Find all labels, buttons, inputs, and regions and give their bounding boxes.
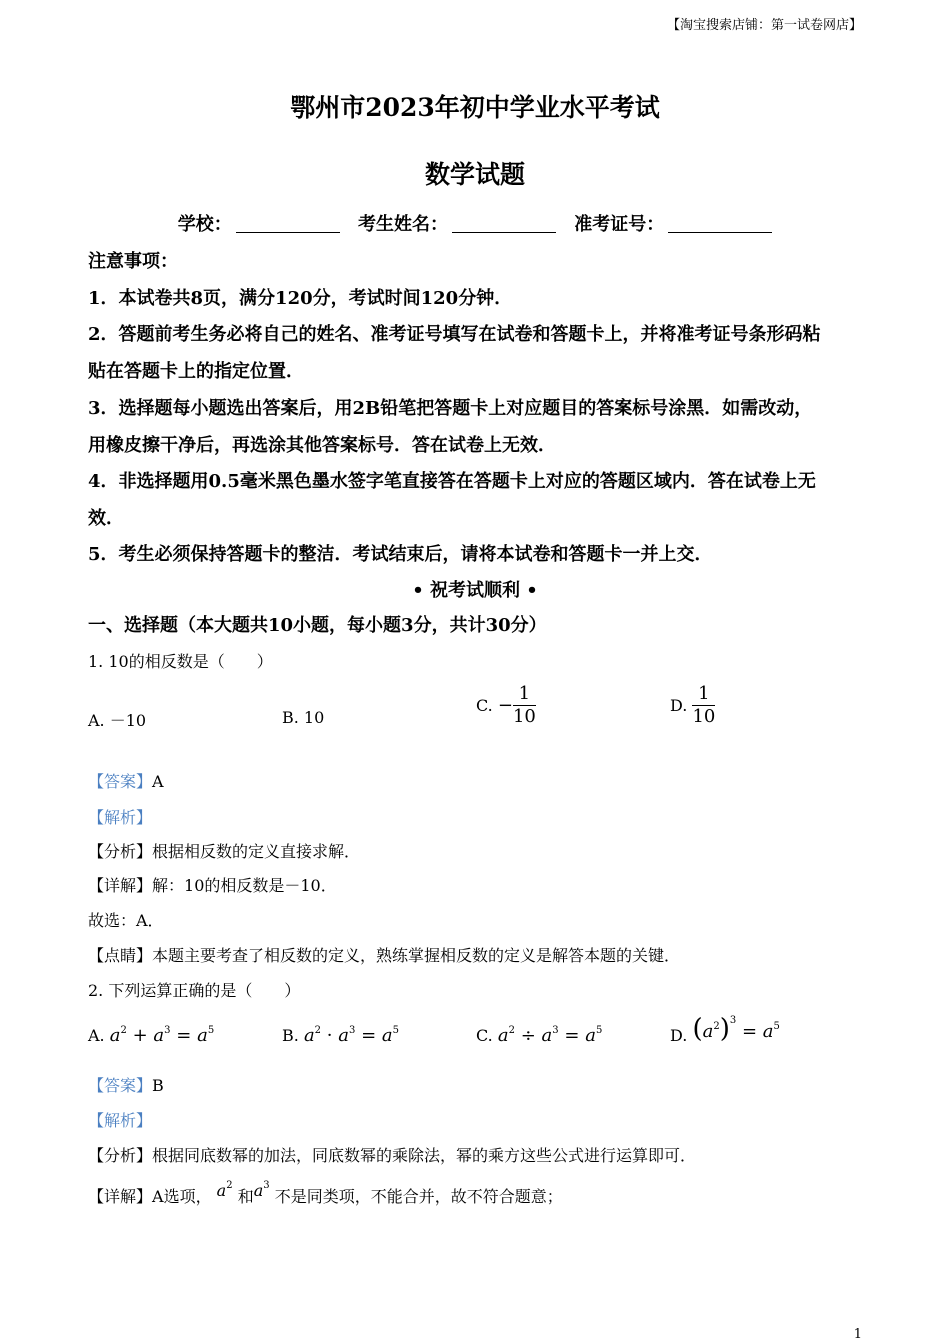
answer-tag: 【答案】 [88, 772, 153, 791]
section-heading: 一、选择题（本大题共10小题，每小题3分，共计30分） [88, 615, 547, 636]
q2-option-d-label: D. [670, 1026, 688, 1045]
q1-option-c-sign: − [497, 695, 513, 716]
q1-choose: 故选：A． [88, 911, 164, 930]
q1-detail [88, 873, 337, 896]
q2-option-a[interactable] [88, 1025, 214, 1046]
q1-option-d-fraction [692, 683, 715, 728]
fenxi-tag: 【分析】 [88, 842, 153, 861]
fenxi-text: 根据相反数的定义直接求解． [152, 842, 361, 861]
answer-value: A [152, 772, 164, 791]
detail-term-a2: $a^2$ [216, 1180, 233, 1200]
candidate-fields [0, 210, 950, 236]
q2-fenxi [88, 1143, 696, 1166]
q1-analysis-tag: 【解析】 [88, 808, 153, 827]
blessing: • 祝考试顺利 • [412, 580, 538, 601]
notice-item-3-line-2: 用橡皮擦干净后，再选涂其他答案标号．答在试卷上无效． [88, 435, 556, 456]
q2-option-d[interactable] [670, 1014, 780, 1045]
page-number: 1 [853, 1327, 862, 1342]
q2-option-c-formula: $a^2 \div a^3 = a^5$ [497, 1025, 603, 1046]
school-label: 学校： [177, 214, 232, 235]
id-label: 准考证号： [574, 214, 665, 235]
q1-option-c-label: C. [476, 696, 493, 715]
detail-prefix: A选项， [152, 1187, 212, 1206]
comment-tag: 【点睛】 [88, 946, 153, 965]
q2-analysis-tag: 【解析】 [88, 1111, 153, 1130]
fraction-numerator: 1 [692, 683, 715, 706]
fraction-numerator: 1 [513, 683, 536, 706]
q2-detail [88, 1180, 563, 1207]
q2-option-c-label: C. [476, 1026, 493, 1045]
detail-tag: 【详解】 [88, 876, 153, 895]
header-store-note: 【淘宝搜索店铺：第一试卷网店】 [666, 18, 862, 33]
page-title: 鄂州市2023年初中学业水平考试 [290, 93, 660, 122]
detail-and: 和 [237, 1187, 254, 1206]
q2-option-a-label: A. [88, 1026, 105, 1045]
fenxi-tag: 【分析】 [88, 1146, 153, 1165]
name-label: 考生姓名： [358, 214, 448, 235]
q1-option-d-label: D. [670, 696, 688, 715]
q2-option-b-label: B. [282, 1026, 299, 1045]
fraction-denominator: 10 [512, 706, 536, 727]
q1-option-c-fraction [513, 683, 536, 728]
answer-value: B [152, 1076, 164, 1095]
q1-stem: 1. 10的相反数是（ ） [88, 652, 273, 671]
fraction-denominator: 10 [692, 706, 716, 727]
comment-text: 本题主要考查了相反数的定义，熟练掌握相反数的定义是解答本题的关键． [152, 946, 681, 965]
notice-item-2-line-1: 2．答题前考生务必将自己的姓名、准考证号填写在试卷和答题卡上，并将准考证号条形码粘 [88, 324, 821, 345]
q2-option-b[interactable] [282, 1025, 399, 1046]
q2-option-b-formula: $a^2 \cdot a^3 = a^5$ [303, 1025, 400, 1046]
id-blank[interactable] [668, 214, 772, 233]
detail-text: 解：10的相反数是－10． [152, 876, 337, 895]
notice-item-5: 5．考生必须保持答题卡的整洁．考试结束后，请将本试卷和答题卡一并上交． [88, 544, 713, 565]
answer-tag: 【答案】 [88, 1076, 153, 1095]
notice-item-3-line-1: 3．选择题每小题选出答案后，用2B铅笔把答题卡上对应题目的答案标号涂黑．如需改动， [88, 398, 813, 419]
notice-item-4-line-2: 效． [88, 508, 124, 529]
notice-heading: 注意事项： [88, 251, 178, 272]
q2-option-d-formula: $(a^2)^3 = a^5$ [692, 1014, 780, 1044]
q1-option-c[interactable] [476, 683, 536, 728]
detail-term-a3: $a^3$ [253, 1180, 270, 1200]
q2-option-c[interactable] [476, 1025, 602, 1046]
notice-item-4-line-1: 4．非选择题用0.5毫米黑色墨水签字笔直接答在答题卡上对应的答题区域内．答在试卷上无 [88, 471, 816, 492]
q2-stem: 2. 下列运算正确的是（ ） [88, 981, 301, 1000]
q1-fenxi [88, 839, 360, 862]
school-blank[interactable] [236, 214, 340, 233]
q2-answer [88, 1073, 164, 1096]
q2-option-a-formula: $a^2 + a^3 = a^5$ [109, 1025, 215, 1046]
fenxi-text: 根据同底数幂的加法，同底数幂的乘除法，幂的乘方这些公式进行运算即可． [152, 1146, 697, 1165]
detail-tag: 【详解】 [88, 1187, 153, 1206]
q1-option-b[interactable]: B. 10 [282, 708, 325, 727]
notice-item-1: 1．本试卷共8页，满分120分，考试时间120分钟． [88, 288, 513, 309]
q1-option-a[interactable]: A. －10 [88, 711, 147, 730]
q1-option-d[interactable] [670, 683, 715, 728]
detail-suffix: 不是同类项，不能合并，故不符合题意； [274, 1187, 563, 1206]
q1-answer [88, 769, 164, 792]
q1-comment [88, 943, 680, 966]
page-subtitle: 数学试题 [424, 160, 525, 189]
name-blank[interactable] [452, 214, 556, 233]
notice-item-2-line-2: 贴在答题卡上的指定位置． [88, 361, 304, 382]
